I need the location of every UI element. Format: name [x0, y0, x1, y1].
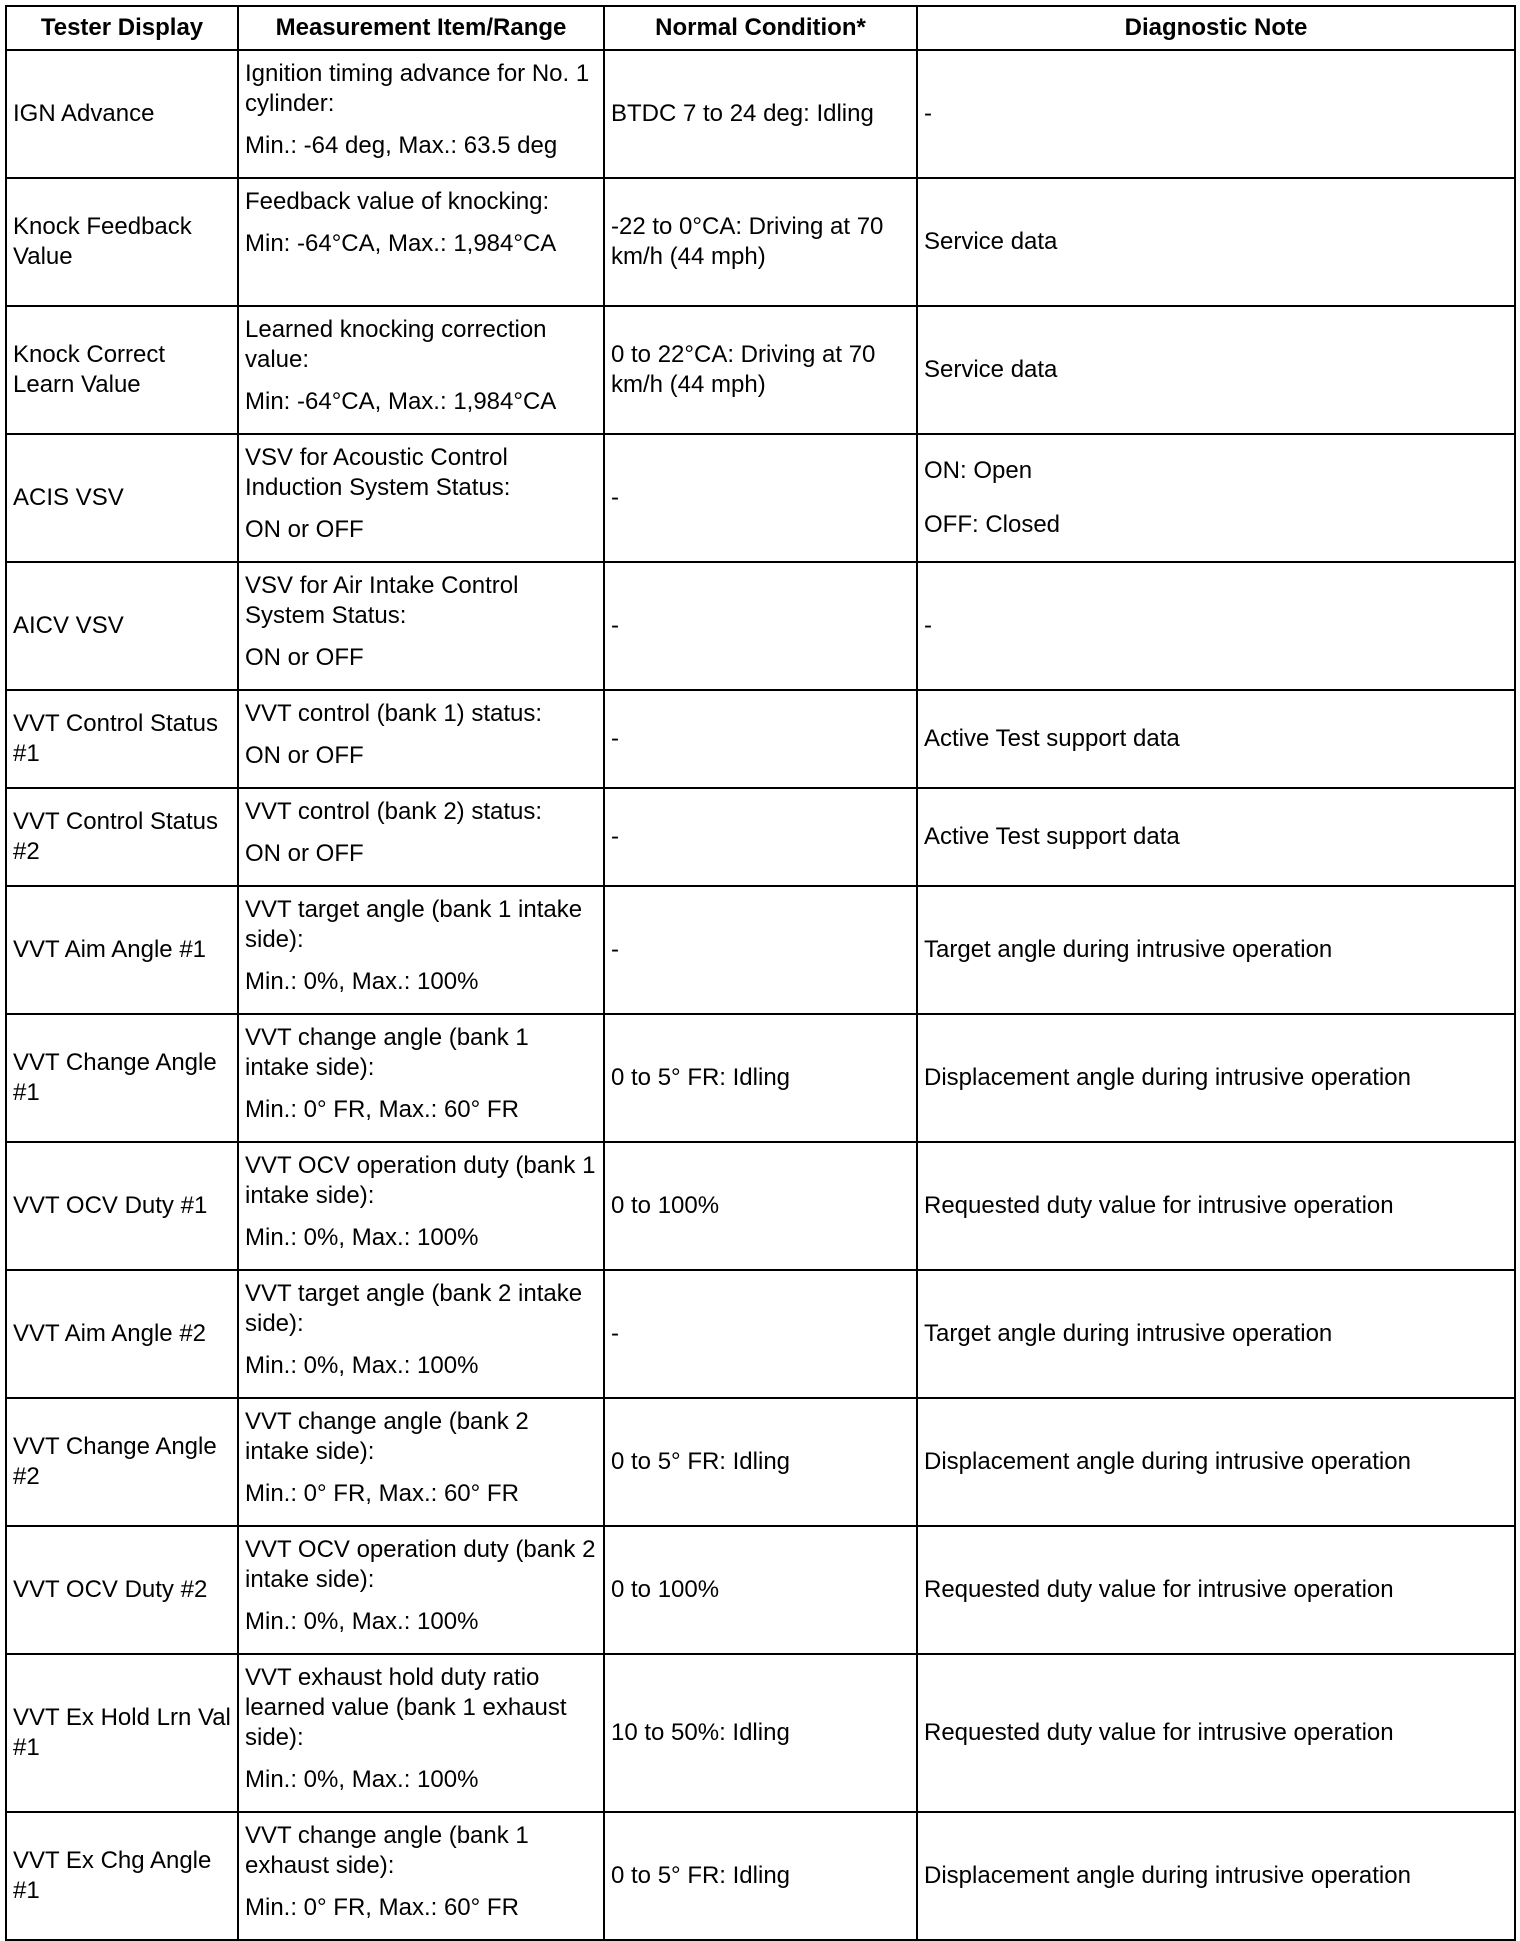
table-row — [6, 788, 1515, 886]
diagnostic-note-line: Displacement angle during intrusive operation — [924, 1448, 1411, 1475]
measurement-range: Min: -64°CA, Max.: 1,984°CA — [245, 230, 557, 257]
table-row — [6, 50, 1515, 178]
table-row — [6, 1014, 1515, 1142]
measurement-cell — [238, 178, 604, 306]
diagnostic-note-line: Requested duty value for intrusive operation — [924, 1192, 1394, 1219]
normal-condition-cell: 0 to 5° FR: Idling — [604, 1398, 917, 1526]
measurement-cell — [238, 562, 604, 690]
diagnostic-note-line: OFF: Closed — [924, 511, 1061, 538]
measurement-cell — [238, 434, 604, 562]
normal-condition-cell: -22 to 0°CA: Driving at 70 km/h (44 mph) — [604, 178, 917, 306]
normal-condition-cell: BTDC 7 to 24 deg: Idling — [604, 50, 917, 178]
table-row — [6, 1812, 1515, 1940]
tester-display-cell: VVT Ex Hold Lrn Val #1 — [6, 1654, 238, 1812]
table-row — [6, 178, 1515, 306]
normal-condition-cell: - — [604, 690, 917, 788]
normal-condition-cell: - — [604, 1270, 917, 1398]
diagnostic-note-line: Displacement angle during intrusive operation — [924, 1064, 1411, 1091]
measurement-cell — [238, 306, 604, 434]
diagnostic-note-cell — [917, 1654, 1515, 1812]
diagnostic-note-line: ON: Open — [924, 457, 1033, 484]
document-sheet — [5, 5, 1516, 1941]
diagnostic-note-cell — [917, 886, 1515, 1014]
tester-display-cell: VVT Aim Angle #1 — [6, 886, 238, 1014]
measurement-description: VSV for Acoustic Control Induction System Status: — [245, 444, 511, 501]
table-row — [6, 690, 1515, 788]
tester-display-cell: AICV VSV — [6, 562, 238, 690]
table-row — [6, 1398, 1515, 1526]
measurement-description: Ignition timing advance for No. 1 cylinder: — [245, 60, 590, 117]
normal-condition-cell: 0 to 5° FR: Idling — [604, 1812, 917, 1940]
measurement-cell — [238, 788, 604, 886]
table-row — [6, 1654, 1515, 1812]
header-diagnostic-note: Diagnostic Note — [917, 6, 1515, 50]
diagnostic-note-cell — [917, 50, 1515, 178]
measurement-description: VVT change angle (bank 1 exhaust side): — [245, 1822, 529, 1879]
diagnostic-note-line: Active Test support data — [924, 725, 1180, 752]
measurement-cell — [238, 1142, 604, 1270]
diagnostic-note-line: Service data — [924, 228, 1058, 255]
normal-condition-cell: 0 to 22°CA: Driving at 70 km/h (44 mph) — [604, 306, 917, 434]
diagnostic-note-cell — [917, 1398, 1515, 1526]
measurement-description: VSV for Air Intake Control System Status: — [245, 572, 519, 629]
table-row — [6, 434, 1515, 562]
table-row — [6, 562, 1515, 690]
normal-condition-cell: 10 to 50%: Idling — [604, 1654, 917, 1812]
measurement-range: Min.: 0%, Max.: 100% — [245, 1608, 479, 1635]
measurement-range: ON or OFF — [245, 644, 364, 671]
measurement-description: VVT exhaust hold duty ratio learned value (bank 1 exhaust side): — [245, 1664, 567, 1751]
measurement-cell — [238, 690, 604, 788]
tester-display-cell: VVT OCV Duty #1 — [6, 1142, 238, 1270]
tester-display-cell: VVT Change Angle #1 — [6, 1014, 238, 1142]
measurement-range: Min.: 0%, Max.: 100% — [245, 968, 479, 995]
tester-display-cell: VVT OCV Duty #2 — [6, 1526, 238, 1654]
normal-condition-cell: - — [604, 788, 917, 886]
diagnostic-note-cell — [917, 562, 1515, 690]
diagnostic-note-cell — [917, 690, 1515, 788]
measurement-range: Min.: 0° FR, Max.: 60° FR — [245, 1894, 519, 1921]
table-header-row — [6, 6, 1515, 50]
table-row — [6, 306, 1515, 434]
diagnostic-note-line: - — [924, 100, 932, 127]
tester-display-cell: VVT Ex Chg Angle #1 — [6, 1812, 238, 1940]
measurement-cell — [238, 1812, 604, 1940]
measurement-description: VVT target angle (bank 1 intake side): — [245, 896, 583, 953]
measurement-range: Min.: 0%, Max.: 100% — [245, 1352, 479, 1379]
tester-display-cell: VVT Control Status #1 — [6, 690, 238, 788]
normal-condition-cell: - — [604, 562, 917, 690]
normal-condition-cell: 0 to 100% — [604, 1142, 917, 1270]
tester-display-cell: Knock Correct Learn Value — [6, 306, 238, 434]
header-normal-condition: Normal Condition* — [604, 6, 917, 50]
diagnostic-note-cell — [917, 306, 1515, 434]
measurement-description: VVT target angle (bank 2 intake side): — [245, 1280, 583, 1337]
measurement-description: VVT change angle (bank 2 intake side): — [245, 1408, 529, 1465]
measurement-range: Min.: -64 deg, Max.: 63.5 deg — [245, 132, 558, 159]
diagnostic-note-line: Displacement angle during intrusive operation — [924, 1862, 1411, 1889]
measurement-cell — [238, 1526, 604, 1654]
diagnostic-note-cell — [917, 1142, 1515, 1270]
normal-condition-cell: - — [604, 886, 917, 1014]
diagnostic-note-line: Target angle during intrusive operation — [924, 936, 1333, 963]
tester-display-cell: VVT Control Status #2 — [6, 788, 238, 886]
measurement-description: VVT change angle (bank 1 intake side): — [245, 1024, 529, 1081]
measurement-range: Min: -64°CA, Max.: 1,984°CA — [245, 388, 557, 415]
tester-display-cell: IGN Advance — [6, 50, 238, 178]
measurement-range: Min.: 0° FR, Max.: 60° FR — [245, 1480, 519, 1507]
diagnostic-note-cell — [917, 1270, 1515, 1398]
measurement-cell — [238, 1398, 604, 1526]
normal-condition-cell: - — [604, 434, 917, 562]
measurement-range: Min.: 0%, Max.: 100% — [245, 1224, 479, 1251]
measurement-description: VVT OCV operation duty (bank 2 intake side): — [245, 1536, 596, 1593]
measurement-description: Learned knocking correction value: — [245, 316, 547, 373]
measurement-cell — [238, 1654, 604, 1812]
table-body — [6, 50, 1515, 1940]
diagnostic-note-cell — [917, 1526, 1515, 1654]
measurement-cell — [238, 1014, 604, 1142]
measurement-range: Min.: 0° FR, Max.: 60° FR — [245, 1096, 519, 1123]
measurement-cell — [238, 886, 604, 1014]
measurement-cell — [238, 50, 604, 178]
measurement-range: ON or OFF — [245, 840, 364, 867]
table-row — [6, 1142, 1515, 1270]
table-row — [6, 1270, 1515, 1398]
normal-condition-cell: 0 to 100% — [604, 1526, 917, 1654]
tester-display-cell: ACIS VSV — [6, 434, 238, 562]
header-tester-display: Tester Display — [6, 6, 238, 50]
diagnostic-note-cell — [917, 434, 1515, 562]
header-measurement-item: Measurement Item/Range — [238, 6, 604, 50]
measurement-description: VVT OCV operation duty (bank 1 intake side): — [245, 1152, 596, 1209]
diagnostic-note-line: Requested duty value for intrusive operation — [924, 1576, 1394, 1603]
diagnostic-note-line: Requested duty value for intrusive operation — [924, 1719, 1394, 1746]
measurement-range: Min.: 0%, Max.: 100% — [245, 1766, 479, 1793]
diagnostic-note-line: Active Test support data — [924, 823, 1180, 850]
diagnostic-note-cell — [917, 788, 1515, 886]
diagnostic-note-line: Service data — [924, 356, 1058, 383]
tester-display-cell: VVT Aim Angle #2 — [6, 1270, 238, 1398]
diagnostic-note-cell — [917, 1812, 1515, 1940]
measurement-range: ON or OFF — [245, 742, 364, 769]
table-row — [6, 886, 1515, 1014]
diagnostic-note-cell — [917, 178, 1515, 306]
measurement-description: VVT control (bank 1) status: — [245, 700, 543, 727]
normal-condition-cell: 0 to 5° FR: Idling — [604, 1014, 917, 1142]
measurement-description: Feedback value of knocking: — [245, 188, 550, 215]
diagnostic-note-line: Target angle during intrusive operation — [924, 1320, 1333, 1347]
tester-display-cell: Knock Feedback Value — [6, 178, 238, 306]
measurement-range: ON or OFF — [245, 516, 364, 543]
table-row — [6, 1526, 1515, 1654]
diagnostic-note-line: - — [924, 612, 932, 639]
measurement-description: VVT control (bank 2) status: — [245, 798, 543, 825]
diagnostic-note-cell — [917, 1014, 1515, 1142]
data-list-table — [5, 5, 1516, 1941]
measurement-cell — [238, 1270, 604, 1398]
tester-display-cell: VVT Change Angle #2 — [6, 1398, 238, 1526]
